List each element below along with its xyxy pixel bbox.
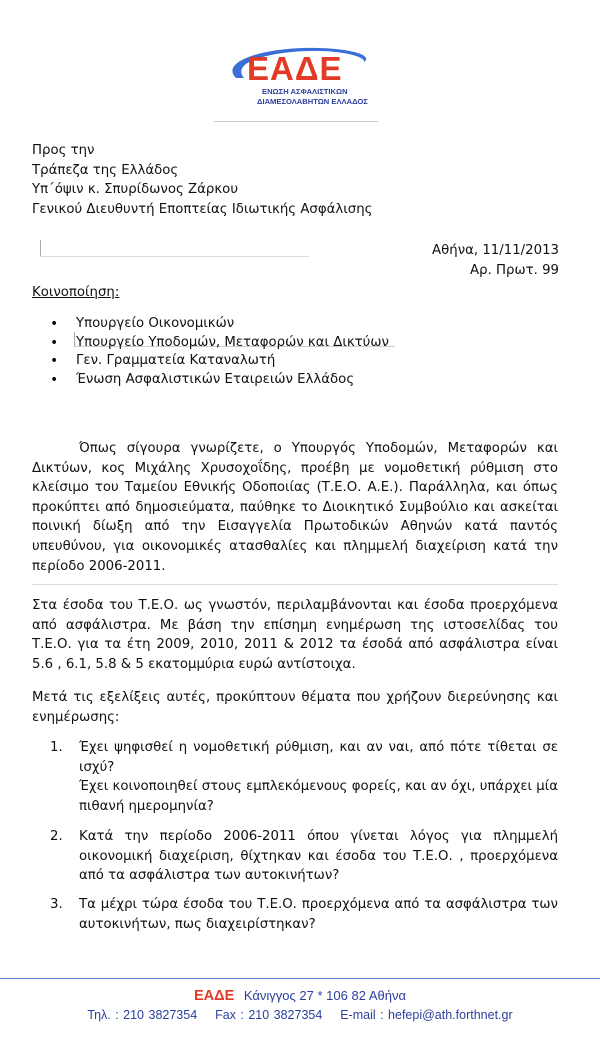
- recipient-line: Τράπεζα της Ελλάδος: [32, 162, 179, 178]
- cc-item: • Γεν. Γραμματεία Καταναλωτή: [50, 352, 389, 371]
- logo-line2: ΔΙΑΜΕΣΟΛΑΒΗΤΩΝ ΕΛΛΑΔΟΣ: [257, 97, 368, 106]
- logo-line1: ΕΝΩΣΗ ΑΣΦΑΛΙΣΤΙΚΩΝ: [262, 87, 348, 96]
- cc-item: • Ένωση Ασφαλιστικών Εταιρειών Ελλάδος: [50, 371, 389, 390]
- question-item: [50, 895, 558, 934]
- body-paragraph-1: Όπως σίγουρα γνωρίζετε, ο Υπουργός Υποδομών, Μεταφορών και Δικτύων, κος Μιχάλης Χρυσοχοΐδης, προέβη με νομοθετική ρύθμιση στο κλείσιμο του Ταμείου Εθνικής Οδοποιίας (Τ.Ε.Ο. Α.Ε.). Παράλληλα, και όπως προκύπτει από δημοσιεύματα, παύθηκε το Διοικητικό Συμβούλιο και ασκείται ποινική δίωξη από την Εισαγγελία Πρωτοδικών Αθηνών κατά παντός υπευθύνου, για οικονομικές ατασθαλίες και πλημμελή διαχείριση κατά την περίοδο 2006-2011.: [32, 441, 558, 574]
- date-block: [432, 241, 559, 280]
- protocol-number: Αρ. Πρωτ. 99: [470, 262, 559, 278]
- footer-fax: Fax : 210 3827354: [215, 1008, 323, 1022]
- letter-date: Αθήνα, 11/11/2013: [432, 243, 559, 258]
- question-item: [50, 738, 558, 816]
- body-paragraph-2: Στα έσοδα του Τ.Ε.Ο. ως γνωστόν, περιλαμβάνονται και έσοδα προερχόμενα από ασφάλιστρα. Με βάση την επίσημη ενημέρωση της ιστοσελίδας του Τ.Ε.Ο. για τα έτη 2009, 2010, 2011 & 2012 τα έσοδά από ασφάλιστρα είναι 5.6 , 6.1, 5.8 & 5 εκατομμύρια ευρώ αντίστοιχα.: [32, 598, 558, 672]
- cc-item: • Υπουργείο Οικονομικών: [50, 315, 389, 334]
- footer-address: Κάνιγγος 27 * 106 82 Αθήνα: [243, 988, 406, 1003]
- question-number: 1.: [50, 740, 63, 755]
- logo-divider: [214, 121, 378, 122]
- footer-phone: Τηλ. : 210 3827354: [87, 1008, 198, 1022]
- question-text: Έχει κοινοποιηθεί στους εμπλεκόμενους φορείς, και αν όχι, υπάρχει μία πιθανή ημερομηνία?: [79, 779, 558, 814]
- body-paragraph-3: Μετά τις εξελίξεις αυτές, προκύπτουν θέματα που χρήζουν διερεύνησης και ενημέρωσης:: [32, 690, 558, 725]
- recipient-block: [32, 141, 372, 219]
- paragraph-divider: [32, 584, 558, 585]
- question-number: 3.: [50, 897, 63, 912]
- recipient-line: Γενικού Διευθυντή Εποπτείας Ιδιωτικής Ασφάλισης: [32, 201, 373, 217]
- question-number: 2.: [50, 829, 63, 844]
- recipient-line: Υπ΄όψιν κ. Σπυρίδωνος Ζάρκου: [32, 182, 239, 197]
- question-text: Τα μέχρι τώρα έσοδα του Τ.Ε.Ο. προερχόμενα από τα ασφάλιστρα των αυτοκινήτων, πως διαχειρίστηκαν?: [79, 897, 558, 932]
- question-text: Έχει ψηφισθεί η νομοθετική ρύθμιση, και αν ναι, από πότε τίθεται σε ισχύ?: [79, 740, 558, 775]
- footer-address-line: [0, 988, 600, 1004]
- eade-logo: [214, 44, 378, 116]
- question-text: Κατά την περίοδο 2006-2011 όπου γίνεται λόγος για πλημμελή οικονομική διαχείριση, θίχτηκαν και έσοδα του Τ.Ε.Ο. , προερχόμενα από τα ασφάλιστρα των αυτοκινήτων?: [79, 829, 558, 884]
- footer-divider: [0, 978, 600, 979]
- footer-email[interactable]: E-mail : hefepi@ath.forthnet.gr: [340, 1008, 513, 1022]
- footer-contact-line: [0, 1008, 600, 1022]
- cc-item: • Υπουργείο Υποδομών, Μεταφορών και Δικτύων: [50, 334, 389, 353]
- recipient-line: Προς την: [32, 143, 95, 158]
- question-item: [50, 827, 558, 886]
- cc-list: [50, 315, 389, 389]
- logo-letters: ΕΑΔΕ: [247, 50, 343, 87]
- cc-title: Κοινοποίηση:: [32, 285, 120, 300]
- blank-field-box: [40, 240, 309, 257]
- footer-brand: ΕΑΔΕ: [194, 988, 235, 1004]
